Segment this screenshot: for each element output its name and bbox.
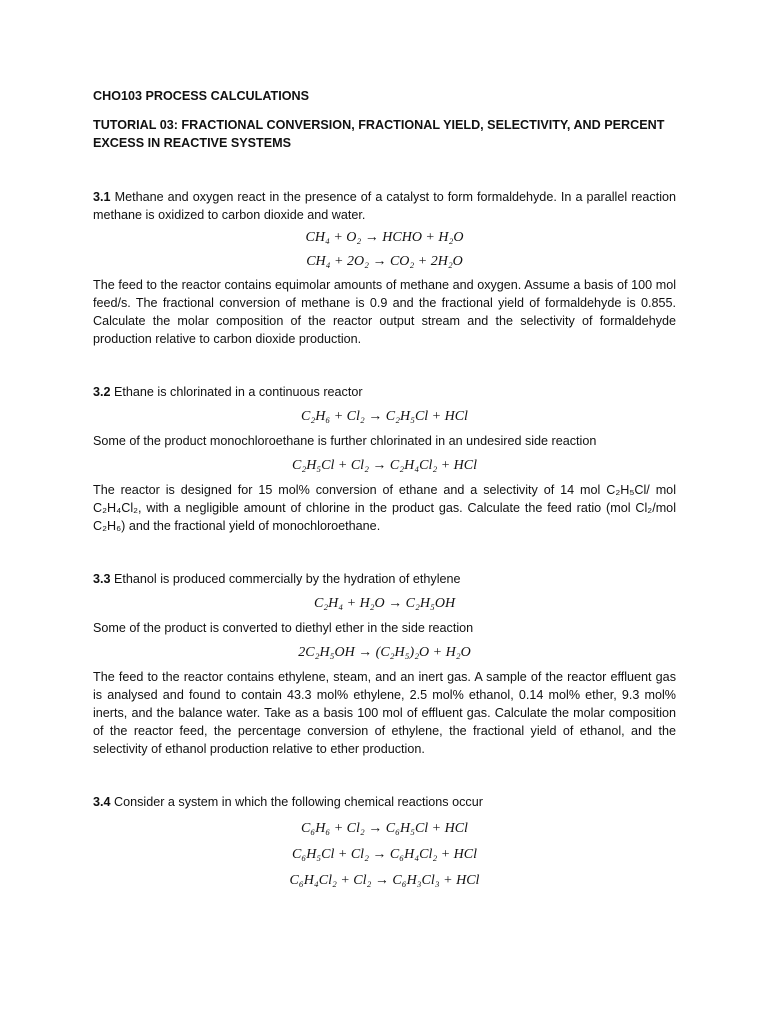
equation: C₆H₆ + Cl₂ → C₆H₅Cl + HCl (301, 821, 468, 836)
question-number: 3.2 (93, 385, 111, 399)
question-number: 3.1 (93, 190, 111, 204)
question-3-3-mid: Some of the product is converted to diethyl ether in the side reaction (93, 621, 474, 635)
equation: C₂H₄ + H₂O → C₂H₅OH (313, 596, 456, 611)
equation: C₂H₆ + Cl₂ → C₂H₅Cl + HCl (301, 409, 468, 424)
question-3-2-body: The reactor is designed for 15 mol% conversion of ethane and a selectivity of 14 mol C₂H₅Cl/ mol C₂H₄Cl₂, with a negligible amount of chlorine in the product gas. Calculate the feed ratio (mol Cl₂/mol C₂H₆) and the fractional yield of monochloroethane. (93, 483, 676, 533)
question-3-4-equations (93, 817, 676, 893)
equation: CH₄ + O₂ → HCHO + H₂O (305, 230, 464, 245)
question-3-1-intro: 3.1 Methane and oxygen react in the presence of a catalyst to form formaldehyde. In a parallel reaction methane is oxidized to carbon dioxide and water. (93, 190, 676, 222)
question-3-2-mid: Some of the product monochloroethane is further chlorinated in an undesired side reaction (93, 434, 597, 448)
question-3-3-intro: 3.3 Ethanol is produced commercially by the hydration of ethylene (93, 572, 461, 586)
equation: C₆H₅Cl + Cl₂ → C₆H₄Cl₂ + HCl (291, 847, 477, 862)
equation: C₆H₄Cl₂ + Cl₂ → C₆H₃Cl₃ + HCl (289, 873, 480, 888)
equation: 2C₂H₅OH → (C₂H₅)₂O + H₂O (298, 645, 471, 660)
question-3-1-body: The feed to the reactor contains equimolar amounts of methane and oxygen. Assume a basis of 100 mol feed/s. The fractional conversion of methane is 0.9 and the fractional yield of formaldehyde is 0.855. Calculate the molar composition of the reactor output stream and the selectivity of formaldehyde production relative to carbon dioxide production. (93, 278, 676, 346)
question-3-1-equations (93, 227, 676, 273)
tutorial-title: TUTORIAL 03: FRACTIONAL CONVERSION, FRACTIONAL YIELD, SELECTIVITY, AND PERCENT EXCESS IN REACTIVE SYSTEMS (93, 118, 665, 150)
question-3-4-intro: 3.4 Consider a system in which the following chemical reactions occur (93, 795, 483, 809)
equation: CH₄ + 2O₂ → CO₂ + 2H₂O (306, 254, 463, 269)
course-title: CHO103 PROCESS CALCULATIONS (93, 89, 309, 103)
question-3-2-intro: 3.2 Ethane is chlorinated in a continuous reactor (93, 385, 363, 399)
question-3-3-body: The feed to the reactor contains ethylene, steam, and an inert gas. A sample of the reactor effluent gas is analysed and found to contain 43.3 mol% ethylene, 2.5 mol% ethanol, 0.14 mol% ether, 9.3 mol% inerts, and the balance water. Take as a basis 100 mol of effluent gas. Calculate the molar composition of the reactor feed, the percentage conversion of ethylene, the fractional yield of ethanol, and the selectivity of ethanol production relative to ether production. (93, 670, 676, 756)
equation: C₂H₅Cl + Cl₂ → C₂H₄Cl₂ + HCl (291, 458, 477, 473)
document-page (93, 87, 676, 896)
question-number: 3.3 (93, 572, 111, 586)
question-number: 3.4 (93, 795, 111, 809)
